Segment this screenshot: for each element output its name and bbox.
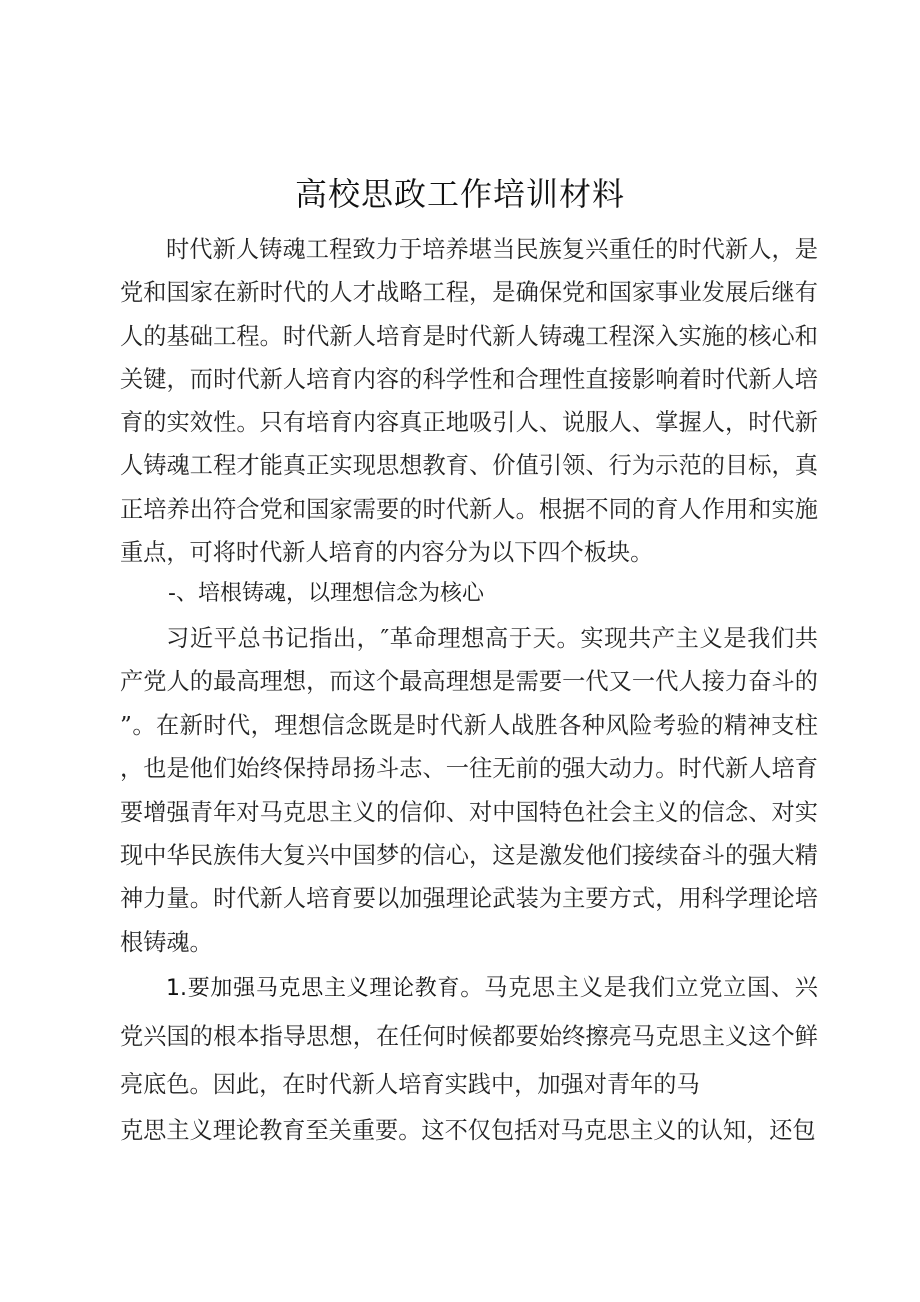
numbered-paragraph (120, 964, 818, 1109)
document-title: 高校思政工作培训材料 (294, 175, 625, 213)
numbered-point-text: 。马克思主义是我们立党立国、兴党兴国的根本指导思想，在任何时候都要始终擦亮马克思主义这个鲜亮底色。因此，在时代新人培育实践中，加强对青年的马 (120, 974, 818, 1098)
intro-paragraph: 时代新人铸魂工程致力于培养堪当民族复兴重任的时代新人，是党和国家在新时代的人才战略工程，是确保党和国家事业发展后继有人的基础工程。时代新人培育是时代新人铸魂工程深入实施的核心和关键，而时代新人培育内容的科学性和合理性直接影响着时代新人培育的实效性。只有培育内容真正地吸引人、说服人、掌握人，时代新人铸魂工程才能真正实现思想教育、价值引领、行为示范的目标，真正培养出符合党和国家需要的时代新人。根据不同的育人作用和实施重点，可将时代新人培育的内容分为以下四个板块。 (120, 236, 818, 567)
section-heading: -、培根铸魂，以理想信念为核心 (168, 581, 484, 606)
section-paragraph-quote: 习近平总书记指出，″革命理想高于天。实现共产主义是我们共产党人的最高理想，而这个最高理想是需要一代又一代人接力奋斗的”。在新时代，理想信念既是时代新人战胜各种风险考验的精神支柱，也是他们始终保持昂扬斗志、一往无前的强大动力。时代新人培育要增强青年对马克思主义的信仰、对中国特色社会主义的信念、对实现中华民族伟大复兴中国梦的信心，这是激发他们接续奋斗的强大精神力量。时代新人培育要以加强理论武装为主要方式，用科学理论培根铸魂。 (120, 625, 818, 956)
numbered-point-lead: 1.要加强马克思主义理论教育 (166, 976, 461, 1001)
continuation-paragraph: 克思主义理论教育至关重要。这不仅包括对马克思主义的认知，还包 (120, 1117, 816, 1144)
